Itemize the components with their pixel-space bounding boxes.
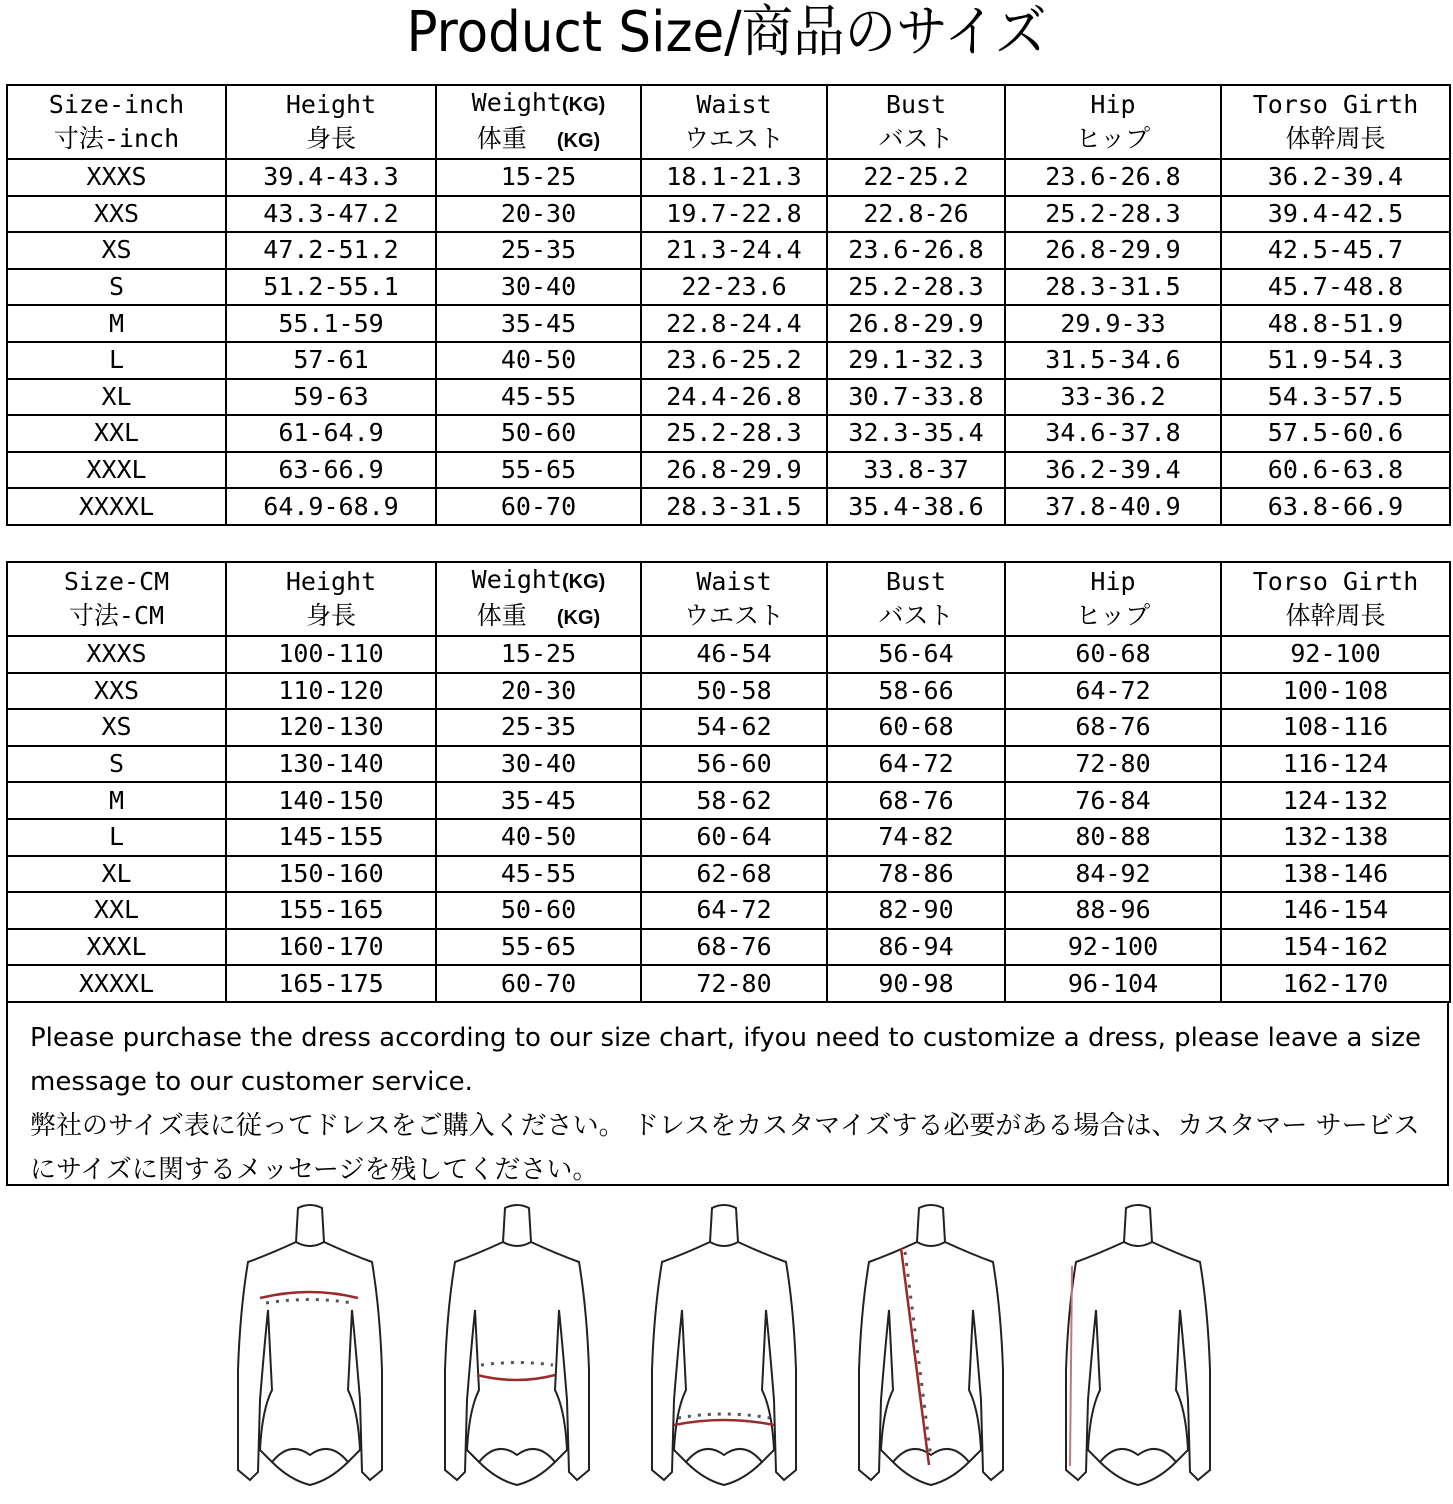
hip-measure-figure-icon [634, 1200, 814, 1500]
table-cell: 26.8-29.9 [827, 305, 1005, 342]
column-header [1005, 562, 1221, 636]
table-row [7, 159, 1450, 196]
table-cell: 55-65 [436, 452, 641, 489]
table-cell: 26.8-29.9 [1005, 232, 1221, 269]
column-header-en: Torso Girth [1252, 90, 1419, 119]
table-row [7, 782, 1450, 819]
column-header-ja: ヒップ [1075, 601, 1151, 630]
table-cell: 34.6-37.8 [1005, 415, 1221, 452]
column-header [827, 562, 1005, 636]
table-cell: 31.5-34.6 [1005, 342, 1221, 379]
table-cell: 74-82 [827, 819, 1005, 856]
column-header [1005, 85, 1221, 159]
size-label-cell: M [7, 782, 226, 819]
column-header [1221, 85, 1450, 159]
column-header [226, 562, 436, 636]
table-cell: 72-80 [1005, 746, 1221, 783]
column-header [1221, 562, 1450, 636]
cm-size-table [6, 561, 1451, 1003]
column-header-en: Hip [1090, 567, 1136, 596]
table-row [7, 452, 1450, 489]
table-row [7, 269, 1450, 306]
table-cell: 100-108 [1221, 673, 1450, 710]
column-header-ja: 寸法-inch [53, 124, 180, 153]
table-cell: 150-160 [226, 856, 436, 893]
column-header-en: Height [285, 90, 377, 119]
table-cell: 60-64 [641, 819, 827, 856]
table-row [7, 856, 1450, 893]
column-header-en: Torso Girth [1252, 567, 1419, 596]
size-label-cell: XS [7, 709, 226, 746]
table-cell: 100-110 [226, 636, 436, 673]
table-row [7, 965, 1450, 1002]
column-header-en: Bust [885, 567, 947, 596]
size-label-cell: L [7, 342, 226, 379]
inch-size-table [6, 84, 1451, 526]
table-cell: 63.8-66.9 [1221, 488, 1450, 525]
table-cell: 28.3-31.5 [1005, 269, 1221, 306]
table-cell: 20-30 [436, 196, 641, 233]
table-cell: 60-70 [436, 965, 641, 1002]
column-header [436, 85, 641, 159]
table-cell: 84-92 [1005, 856, 1221, 893]
table-cell: 140-150 [226, 782, 436, 819]
table-cell: 108-116 [1221, 709, 1450, 746]
table-cell: 47.2-51.2 [226, 232, 436, 269]
table-cell: 138-146 [1221, 856, 1450, 893]
table-cell: 132-138 [1221, 819, 1450, 856]
table-cell: 33-36.2 [1005, 379, 1221, 416]
table-cell: 36.2-39.4 [1221, 159, 1450, 196]
size-label-cell: XXS [7, 196, 226, 233]
table-cell: 36.2-39.4 [1005, 452, 1221, 489]
table-row [7, 342, 1450, 379]
table-cell: 82-90 [827, 892, 1005, 929]
table-cell: 88-96 [1005, 892, 1221, 929]
table-cell: 54-62 [641, 709, 827, 746]
table-cell: 57-61 [226, 342, 436, 379]
size-label-cell: XXS [7, 673, 226, 710]
table-row [7, 929, 1450, 966]
table-cell: 37.8-40.9 [1005, 488, 1221, 525]
table-cell: 78-86 [827, 856, 1005, 893]
table-cell: 146-154 [1221, 892, 1450, 929]
table-cell: 29.9-33 [1005, 305, 1221, 342]
size-label-cell: XS [7, 232, 226, 269]
table-cell: 28.3-31.5 [641, 488, 827, 525]
column-header [7, 562, 226, 636]
size-label-cell: XXXL [7, 452, 226, 489]
table-row [7, 232, 1450, 269]
table-cell: 54.3-57.5 [1221, 379, 1450, 416]
table-cell: 90-98 [827, 965, 1005, 1002]
table-cell: 60-68 [1005, 636, 1221, 673]
column-header [641, 562, 827, 636]
table-cell: 43.3-47.2 [226, 196, 436, 233]
table-cell: 35-45 [436, 305, 641, 342]
table-row [7, 415, 1450, 452]
table-cell: 60-68 [827, 709, 1005, 746]
size-label-cell: S [7, 269, 226, 306]
table-row [7, 892, 1450, 929]
measurement-figures [220, 1200, 1230, 1500]
column-header-ja: ウエスト [683, 124, 784, 153]
column-header [226, 85, 436, 159]
table-row [7, 196, 1450, 233]
table-cell: 22.8-24.4 [641, 305, 827, 342]
table-cell: 25-35 [436, 232, 641, 269]
unit-label: (KG) [556, 607, 601, 629]
table-cell: 50-60 [436, 415, 641, 452]
column-header-ja: 体重 (KG) [476, 601, 601, 630]
height-measure-figure-icon [1048, 1200, 1228, 1500]
table-cell: 86-94 [827, 929, 1005, 966]
column-header-en: Waist [696, 90, 772, 119]
size-note-english: Please purchase the dress according to our size chart, ifyou need to customize a dress, please leave a size message to our customer service. [30, 1023, 1422, 1097]
table-row [7, 709, 1450, 746]
table-cell: 165-175 [226, 965, 436, 1002]
size-note-japanese: 弊社のサイズ表に従ってドレスをご購入ください。 ドレスをカスタマイズする必要がある場合は、カスタマー サービスにサイズに関するメッセージを残してください。 [30, 1111, 1420, 1185]
cm-header-row [7, 562, 1450, 636]
unit-label: (KG) [556, 130, 601, 152]
table-cell: 40-50 [436, 819, 641, 856]
column-header-ja: バスト [878, 124, 954, 153]
table-cell: 33.8-37 [827, 452, 1005, 489]
column-header-en: Height [285, 567, 377, 596]
waist-measure-figure-icon [427, 1200, 607, 1500]
table-cell: 23.6-26.8 [827, 232, 1005, 269]
unit-label: (KG) [561, 571, 606, 593]
table-cell: 25.2-28.3 [641, 415, 827, 452]
table-cell: 22-23.6 [641, 269, 827, 306]
page-title: Product Size/商品のサイズ [406, 0, 1047, 65]
table-cell: 116-124 [1221, 746, 1450, 783]
table-cell: 45.7-48.8 [1221, 269, 1450, 306]
column-header-en: Weight(KG) [471, 88, 606, 117]
table-cell: 68-76 [827, 782, 1005, 819]
table-cell: 59-63 [226, 379, 436, 416]
table-cell: 120-130 [226, 709, 436, 746]
table-cell: 51.9-54.3 [1221, 342, 1450, 379]
table-row [7, 379, 1450, 416]
table-cell: 64-72 [641, 892, 827, 929]
table-cell: 32.3-35.4 [827, 415, 1005, 452]
column-header-ja: 身長 [305, 601, 356, 630]
table-cell: 15-25 [436, 636, 641, 673]
table-cell: 56-64 [827, 636, 1005, 673]
size-label-cell: L [7, 819, 226, 856]
size-label-cell: XL [7, 856, 226, 893]
table-cell: 50-58 [641, 673, 827, 710]
table-cell: 25.2-28.3 [827, 269, 1005, 306]
table-cell: 22-25.2 [827, 159, 1005, 196]
table-cell: 55.1-59 [226, 305, 436, 342]
table-cell: 26.8-29.9 [641, 452, 827, 489]
table-cell: 23.6-26.8 [1005, 159, 1221, 196]
table-cell: 30-40 [436, 746, 641, 783]
table-cell: 60-70 [436, 488, 641, 525]
table-cell: 64.9-68.9 [226, 488, 436, 525]
size-label-cell: XXL [7, 892, 226, 929]
table-cell: 63-66.9 [226, 452, 436, 489]
column-header-en: Size-CM [63, 567, 170, 596]
size-note [6, 1002, 1449, 1186]
table-cell: 29.1-32.3 [827, 342, 1005, 379]
column-header-ja: 寸法-CM [68, 601, 165, 630]
table-cell: 46-54 [641, 636, 827, 673]
table-cell: 22.8-26 [827, 196, 1005, 233]
size-label-cell: XXL [7, 415, 226, 452]
size-label-cell: M [7, 305, 226, 342]
column-header-ja: 体幹周長 [1285, 124, 1386, 153]
table-cell: 76-84 [1005, 782, 1221, 819]
table-cell: 35.4-38.6 [827, 488, 1005, 525]
table-cell: 72-80 [641, 965, 827, 1002]
size-label-cell: XXXL [7, 929, 226, 966]
bust-measure-figure-icon [220, 1200, 400, 1500]
table-row [7, 673, 1450, 710]
size-label-cell: XXXS [7, 636, 226, 673]
table-cell: 57.5-60.6 [1221, 415, 1450, 452]
column-header-ja: 体幹周長 [1285, 601, 1386, 630]
table-cell: 35-45 [436, 782, 641, 819]
size-label-cell: XXXS [7, 159, 226, 196]
table-row [7, 488, 1450, 525]
table-row [7, 819, 1450, 856]
table-cell: 58-66 [827, 673, 1005, 710]
table-cell: 145-155 [226, 819, 436, 856]
table-cell: 68-76 [1005, 709, 1221, 746]
table-cell: 45-55 [436, 856, 641, 893]
column-header-en: Bust [885, 90, 947, 119]
column-header-ja: 体重 (KG) [476, 124, 601, 153]
table-cell: 58-62 [641, 782, 827, 819]
table-cell: 64-72 [1005, 673, 1221, 710]
table-cell: 62-68 [641, 856, 827, 893]
size-label-cell: XL [7, 379, 226, 416]
table-cell: 124-132 [1221, 782, 1450, 819]
table-cell: 40-50 [436, 342, 641, 379]
column-header [436, 562, 641, 636]
size-label-cell: S [7, 746, 226, 783]
column-header [641, 85, 827, 159]
table-cell: 19.7-22.8 [641, 196, 827, 233]
table-cell: 30-40 [436, 269, 641, 306]
table-cell: 15-25 [436, 159, 641, 196]
table-cell: 30.7-33.8 [827, 379, 1005, 416]
column-header-en: Waist [696, 567, 772, 596]
table-cell: 45-55 [436, 379, 641, 416]
table-cell: 160-170 [226, 929, 436, 966]
table-cell: 130-140 [226, 746, 436, 783]
column-header-en: Hip [1090, 90, 1136, 119]
table-cell: 68-76 [641, 929, 827, 966]
table-cell: 42.5-45.7 [1221, 232, 1450, 269]
table-cell: 51.2-55.1 [226, 269, 436, 306]
table-cell: 25.2-28.3 [1005, 196, 1221, 233]
table-cell: 155-165 [226, 892, 436, 929]
column-header-ja: バスト [878, 601, 954, 630]
table-cell: 24.4-26.8 [641, 379, 827, 416]
table-cell: 162-170 [1221, 965, 1450, 1002]
inch-header-row [7, 85, 1450, 159]
column-header-ja: 身長 [305, 124, 356, 153]
column-header-en: Size-inch [48, 90, 185, 119]
table-cell: 96-104 [1005, 965, 1221, 1002]
column-header-en: Weight(KG) [471, 565, 606, 594]
table-row [7, 746, 1450, 783]
table-cell: 110-120 [226, 673, 436, 710]
table-cell: 18.1-21.3 [641, 159, 827, 196]
column-header-ja: ウエスト [683, 601, 784, 630]
table-row [7, 636, 1450, 673]
column-header [827, 85, 1005, 159]
column-header [7, 85, 226, 159]
size-label-cell: XXXXL [7, 488, 226, 525]
torso-girth-measure-figure-icon [841, 1200, 1021, 1500]
column-header-ja: ヒップ [1075, 124, 1151, 153]
table-cell: 56-60 [641, 746, 827, 783]
table-row [7, 305, 1450, 342]
table-cell: 39.4-43.3 [226, 159, 436, 196]
table-cell: 39.4-42.5 [1221, 196, 1450, 233]
unit-label: (KG) [561, 94, 606, 116]
table-cell: 21.3-24.4 [641, 232, 827, 269]
table-cell: 92-100 [1221, 636, 1450, 673]
table-cell: 23.6-25.2 [641, 342, 827, 379]
table-cell: 154-162 [1221, 929, 1450, 966]
table-cell: 25-35 [436, 709, 641, 746]
table-cell: 64-72 [827, 746, 1005, 783]
table-cell: 48.8-51.9 [1221, 305, 1450, 342]
table-cell: 20-30 [436, 673, 641, 710]
table-spacer [6, 527, 1449, 561]
table-cell: 61-64.9 [226, 415, 436, 452]
table-cell: 60.6-63.8 [1221, 452, 1450, 489]
table-cell: 50-60 [436, 892, 641, 929]
table-cell: 55-65 [436, 929, 641, 966]
table-cell: 80-88 [1005, 819, 1221, 856]
size-label-cell: XXXXL [7, 965, 226, 1002]
table-cell: 92-100 [1005, 929, 1221, 966]
